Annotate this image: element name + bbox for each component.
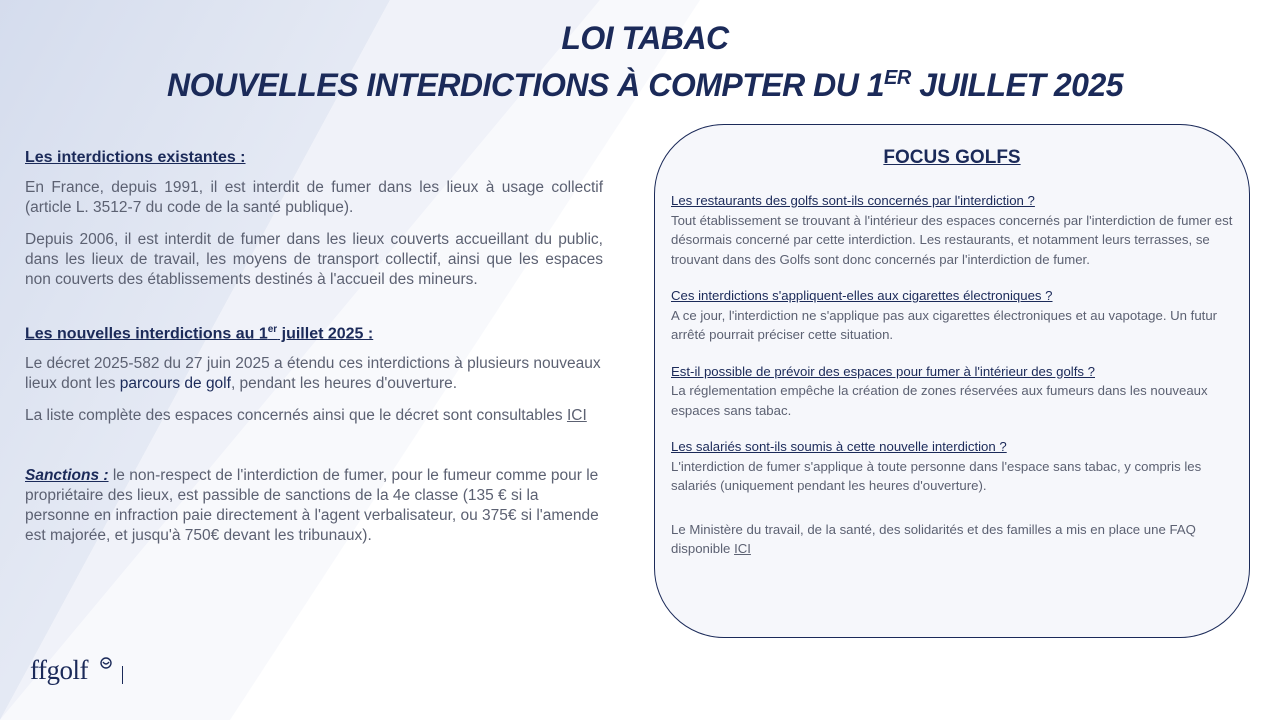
ffgolf-mark-icon <box>100 657 112 669</box>
title-line-1: LOI TABAC <box>561 20 729 56</box>
left-column <box>25 148 603 558</box>
new-heading-sup: er <box>267 324 278 335</box>
sanctions-label: Sanctions : <box>25 467 109 485</box>
title-line-2-prefix: NOUVELLES INTERDICTIONS À COMPTER DU 1 <box>166 67 884 103</box>
new-p2-text: La liste complète des espaces concernés ainsi que le décret sont consultables <box>25 407 567 425</box>
ffgolf-logo: ffgolf <box>30 655 88 685</box>
focus-footer-link[interactable]: ICI <box>734 541 751 556</box>
qa-item <box>671 286 1239 345</box>
logo-separator <box>122 666 123 684</box>
existing-paragraph-2: Depuis 2006, il est interdit de fumer dans les lieux couverts accueillant du public, dans les lieux de travail, les moyens de transport collectif, ainsi que les espaces non couverts des établissements destinés à l'accueil des mineurs. <box>25 231 603 288</box>
qa-question: Ces interdictions s'appliquent-elles aux cigarettes électroniques ? <box>671 288 1053 303</box>
new-paragraph-1 <box>25 354 603 394</box>
focus-content <box>671 191 1239 559</box>
qa-item <box>671 362 1239 421</box>
sanctions-paragraph <box>25 466 603 546</box>
title-line-2 <box>10 58 1280 105</box>
qa-answer: Tout établissement se trouvant à l'intérieur des espaces concernés par l'interdiction de fumer est désormais concerné par cette interdiction. Les restaurants, et notamment leurs terrasses, se trouvant dans des Golfs sont donc concernés par l'interdiction de fumer. <box>671 212 1233 267</box>
sanctions-text: le non-respect de l'interdiction de fumer, pour le fumeur comme pour le propriétaire des lieux, est passible de sanctions de la 4e classe (135 € si la personne en infraction paie directement à l'agent verbalisateur, ou 375€ si l'amende est majorée, et jusqu'à 750€ devant les tribunaux). <box>25 467 599 545</box>
new-p1-highlight: parcours de golf <box>119 375 231 393</box>
existing-paragraph-1: En France, depuis 1991, il est interdit de fumer dans les lieux à usage collectif (article L. 3512-7 du code de la santé publique). <box>25 179 603 216</box>
qa-item <box>671 437 1239 496</box>
new-p1-suffix: , pendant les heures d'ouverture. <box>230 375 458 393</box>
new-heading-prefix: Les nouvelles interdictions au 1 <box>25 325 268 343</box>
new-heading-suffix: juillet 2025 : <box>277 325 374 343</box>
qa-answer: A ce jour, l'interdiction ne s'applique pas aux cigarettes électroniques et au vapotage. Un futur arrêté pourrait préciser cette situation. <box>671 307 1218 342</box>
qa-answer: La réglementation empêche la création de zones réservées aux fumeurs dans les nouveaux espaces sans tabac. <box>671 383 1208 418</box>
qa-answer: L'interdiction de fumer s'applique à toute personne dans l'espace sans tabac, y compris les salariés (uniquement pendant les heures d'ouverture). <box>671 458 1202 493</box>
qa-question: Les restaurants des golfs sont-ils concernés par l'interdiction ? <box>671 193 1035 208</box>
focus-golfs-box <box>654 124 1250 638</box>
qa-item <box>671 191 1239 269</box>
new-paragraph-2 <box>25 406 603 426</box>
qa-question: Est-il possible de prévoir des espaces pour fumer à l'intérieur des golfs ? <box>671 363 1095 379</box>
qa-question: Les salariés sont-ils soumis à cette nouvelle interdiction ? <box>671 439 1007 454</box>
page-title <box>0 18 1280 105</box>
title-line-2-suffix: JUILLET 2025 <box>910 67 1124 103</box>
existing-heading: Les interdictions existantes : <box>25 149 246 166</box>
new-heading <box>25 320 603 344</box>
focus-footer <box>671 520 1239 559</box>
new-p1-prefix: Le décret 2025-582 du 27 juin 2025 a étendu ces interdictions à plusieurs nouveaux lieux dont les <box>25 355 601 393</box>
focus-footer-text: Le Ministère du travail, de la santé, des solidarités et des familles a mis en place une FAQ disponible <box>671 521 1196 556</box>
focus-title: FOCUS GOLFS <box>883 147 1021 168</box>
new-p2-link[interactable]: ICI <box>566 407 587 425</box>
title-line-2-sup: ER <box>884 67 911 89</box>
